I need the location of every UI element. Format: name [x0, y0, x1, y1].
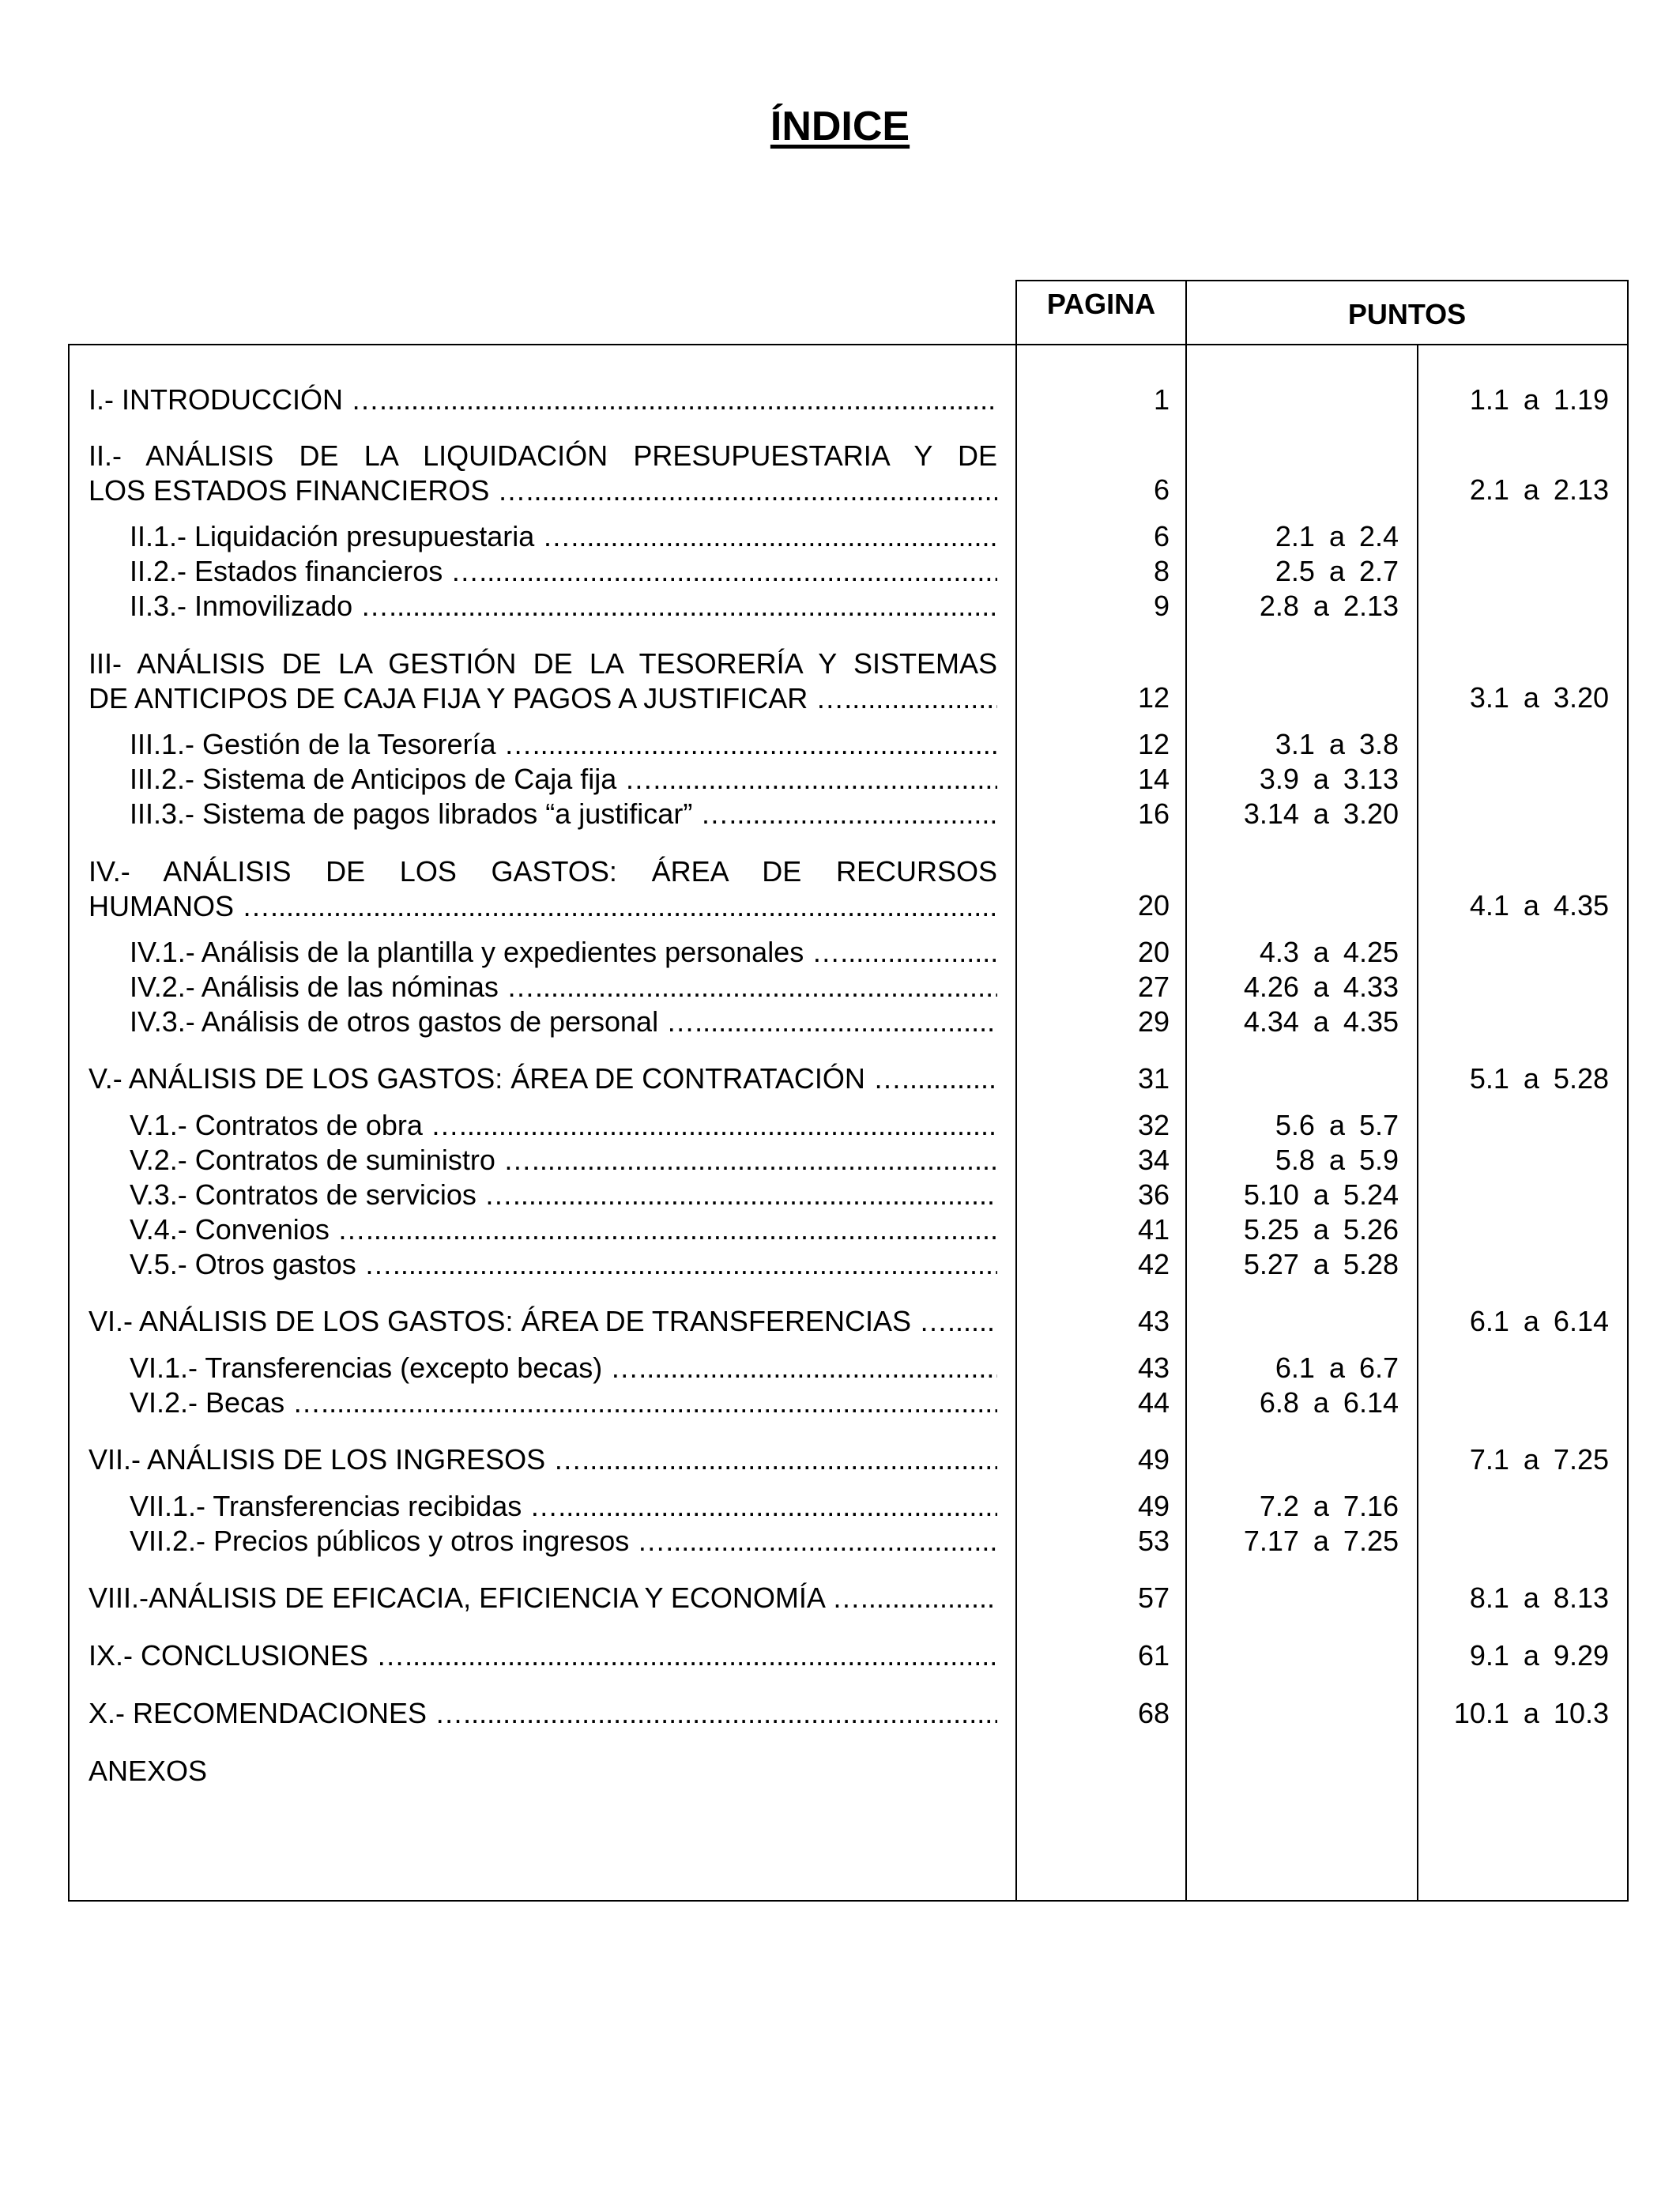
range-to: 5.9	[1358, 1144, 1399, 1176]
range-to: 7.25	[1553, 1443, 1609, 1476]
range-to: 7.25	[1343, 1525, 1399, 1557]
range-from: 4.26	[1243, 971, 1299, 1003]
range-from: 7.2	[1259, 1490, 1299, 1522]
range-from: 7.1	[1469, 1443, 1509, 1476]
page-number: 34	[1137, 1144, 1170, 1176]
toc-entry	[89, 1305, 997, 1338]
dot-leader	[553, 1443, 997, 1476]
range-to: 4.25	[1343, 936, 1399, 968]
range-to: 4.33	[1343, 971, 1399, 1003]
dot-leader	[431, 1109, 997, 1141]
entry-title-text: VII.2.- Precios públicos y otros ingresos	[130, 1525, 630, 1557]
toc-entry	[89, 1755, 997, 1788]
page-number: 8	[1153, 555, 1170, 587]
range-to: 3.8	[1358, 728, 1399, 760]
dot-leader	[812, 936, 997, 968]
entry-title-line	[89, 889, 997, 924]
dot-leader	[450, 555, 997, 587]
range-from: 5.8	[1275, 1144, 1315, 1176]
range-separator: a	[1313, 1005, 1329, 1038]
entry-title-text: V.- ANÁLISIS DE LOS GASTOS: ÁREA DE CONTRATACIÓN	[89, 1062, 865, 1095]
range-to: 6.14	[1553, 1305, 1609, 1337]
page-number: 1	[1153, 383, 1170, 416]
points-range	[1422, 473, 1609, 507]
dot-leader	[610, 1351, 997, 1384]
subpoints-range	[1189, 1248, 1399, 1281]
range-separator: a	[1313, 1213, 1329, 1246]
page-number: 31	[1137, 1062, 1170, 1095]
range-to: 3.13	[1343, 763, 1399, 795]
subpoints-range	[1189, 1351, 1399, 1385]
toc-entry	[89, 647, 997, 716]
toc-subentry	[130, 590, 997, 623]
dot-leader	[507, 971, 997, 1003]
entry-title-text: VI.- ANÁLISIS DE LOS GASTOS: ÁREA DE TRANSFERENCIAS	[89, 1305, 911, 1337]
range-separator: a	[1523, 1639, 1539, 1672]
points-range	[1422, 1443, 1609, 1476]
toc-subentry	[130, 1351, 997, 1385]
range-to: 6.7	[1358, 1351, 1399, 1384]
puntos-header: PUNTOS	[1347, 298, 1467, 330]
entry-title-text: VII.1.- Transferencias recibidas	[130, 1490, 522, 1522]
puntos-left-border	[1185, 280, 1187, 1902]
points-range	[1422, 1581, 1609, 1615]
range-separator: a	[1328, 520, 1345, 552]
toc-subentry	[130, 728, 997, 761]
range-separator: a	[1523, 681, 1539, 714]
entry-title-text: VI.2.- Becas	[130, 1386, 285, 1419]
subpoints-range	[1189, 1386, 1399, 1419]
page-number: 49	[1137, 1490, 1170, 1522]
subpoints-range	[1189, 1109, 1399, 1142]
toc-subentry	[130, 1490, 997, 1523]
toc-subentry	[130, 520, 997, 553]
dot-leader	[832, 1581, 997, 1614]
range-to: 9.29	[1553, 1639, 1609, 1672]
entry-title-text: VI.1.- Transferencias (excepto becas)	[130, 1351, 603, 1384]
page-number: 12	[1137, 728, 1170, 760]
toc-subentry	[130, 1386, 997, 1419]
range-from: 3.1	[1469, 681, 1509, 714]
range-from: 7.17	[1243, 1525, 1299, 1557]
page-number: 20	[1137, 889, 1170, 922]
dot-leader	[292, 1386, 997, 1419]
range-separator: a	[1523, 473, 1539, 506]
points-range	[1422, 681, 1609, 714]
page-number: 14	[1137, 763, 1170, 795]
page-number: 44	[1137, 1386, 1170, 1419]
toc-subentry	[130, 971, 997, 1004]
subpoints-range	[1189, 728, 1399, 761]
toc-entry	[89, 1697, 997, 1730]
page-number: 43	[1137, 1305, 1170, 1337]
range-to: 2.13	[1343, 590, 1399, 622]
dot-leader	[503, 1144, 997, 1176]
range-from: 8.1	[1469, 1581, 1509, 1614]
page-number: 9	[1153, 590, 1170, 622]
toc-subentry	[130, 1144, 997, 1177]
range-separator: a	[1313, 1490, 1329, 1522]
subpoints-range	[1189, 936, 1399, 969]
entry-title-text: V.3.- Contratos de servicios	[130, 1178, 477, 1211]
range-from: 5.27	[1243, 1248, 1299, 1280]
range-to: 1.19	[1553, 383, 1609, 416]
dot-leader	[337, 1213, 997, 1246]
page-number: 53	[1137, 1525, 1170, 1557]
entry-title-line	[89, 473, 997, 508]
range-to: 5.24	[1343, 1178, 1399, 1211]
range-from: 4.3	[1259, 936, 1299, 968]
toc-subentry	[130, 1213, 997, 1246]
subpoints-range	[1189, 1490, 1399, 1523]
range-to: 6.14	[1343, 1386, 1399, 1419]
toc-subentry	[130, 936, 997, 969]
dot-leader	[816, 682, 997, 714]
range-from: 2.5	[1275, 555, 1315, 587]
range-separator: a	[1523, 889, 1539, 922]
range-to: 5.26	[1343, 1213, 1399, 1246]
entry-title-text: IV.2.- Análisis de las nóminas	[130, 971, 499, 1003]
dot-leader	[529, 1490, 997, 1522]
toc-subentry	[130, 1248, 997, 1281]
range-separator: a	[1523, 383, 1539, 416]
dot-leader	[873, 1062, 997, 1095]
toc-subentry	[130, 1109, 997, 1142]
points-range	[1422, 1062, 1609, 1095]
page-number: 29	[1137, 1005, 1170, 1038]
dot-leader	[376, 1639, 997, 1672]
toc-entry	[89, 1639, 997, 1672]
range-from: 6.8	[1259, 1386, 1299, 1419]
entry-title-line: II.- ANÁLISIS DE LA LIQUIDACIÓN PRESUPUESTARIA Y DE	[89, 439, 997, 472]
page-number: 43	[1137, 1351, 1170, 1384]
entry-title-text: I.- INTRODUCCIÓN	[89, 383, 343, 416]
subpoints-range	[1189, 1144, 1399, 1177]
range-from: 1.1	[1469, 383, 1509, 416]
toc-subentry	[130, 1178, 997, 1212]
range-from: 5.25	[1243, 1213, 1299, 1246]
dot-leader	[637, 1525, 997, 1557]
page-number: 41	[1137, 1213, 1170, 1246]
range-separator: a	[1523, 1581, 1539, 1614]
toc-entry	[89, 439, 997, 508]
range-to: 2.13	[1553, 473, 1609, 506]
toc-subentry	[130, 797, 997, 831]
entry-title-text: II.3.- Inmovilizado	[130, 590, 353, 622]
range-from: 3.9	[1259, 763, 1299, 795]
range-separator: a	[1313, 1178, 1329, 1211]
range-to: 5.28	[1553, 1062, 1609, 1095]
toc-subentry	[130, 1005, 997, 1039]
range-separator: a	[1313, 1248, 1329, 1280]
dot-leader	[919, 1305, 997, 1337]
range-separator: a	[1313, 936, 1329, 968]
dot-leader	[700, 797, 997, 830]
range-separator: a	[1328, 1351, 1345, 1384]
toc-entry	[89, 1443, 997, 1476]
subpoints-range	[1189, 1525, 1399, 1558]
range-to: 4.35	[1553, 889, 1609, 922]
entry-title-text: LOS ESTADOS FINANCIEROS	[89, 474, 490, 507]
dot-leader	[351, 383, 997, 416]
range-separator: a	[1523, 1697, 1539, 1729]
entry-title-text: VII.- ANÁLISIS DE LOS INGRESOS	[89, 1443, 546, 1476]
range-separator: a	[1313, 1525, 1329, 1557]
subpoints-range	[1189, 520, 1399, 553]
points-range	[1422, 1697, 1609, 1730]
range-to: 8.13	[1553, 1581, 1609, 1614]
range-separator: a	[1313, 797, 1329, 830]
table-left-border	[68, 344, 70, 1902]
entry-title-text: DE ANTICIPOS DE CAJA FIJA Y PAGOS A JUSTIFICAR	[89, 682, 808, 714]
range-from: 5.6	[1275, 1109, 1315, 1141]
subpoints-range	[1189, 1213, 1399, 1246]
range-separator: a	[1328, 728, 1345, 760]
page-number: 42	[1137, 1248, 1170, 1280]
range-from: 3.1	[1275, 728, 1315, 760]
subpoints-range	[1189, 555, 1399, 588]
entry-title-text: III.2.- Sistema de Anticipos de Caja fija	[130, 763, 617, 795]
range-from: 2.1	[1469, 473, 1509, 506]
range-from: 4.1	[1469, 889, 1509, 922]
range-from: 4.34	[1243, 1005, 1299, 1038]
range-from: 6.1	[1275, 1351, 1315, 1384]
entry-title-text: III.3.- Sistema de pagos librados “a justificar”	[130, 797, 693, 830]
dot-leader	[435, 1697, 997, 1729]
points-range	[1422, 889, 1609, 922]
range-to: 3.20	[1553, 681, 1609, 714]
subpoints-range	[1189, 590, 1399, 623]
page-number: 6	[1153, 520, 1170, 552]
pagina-header: PAGINA	[1046, 288, 1156, 320]
subpoints-range	[1189, 1178, 1399, 1212]
subpoints-range	[1189, 763, 1399, 796]
page-number: 27	[1137, 971, 1170, 1003]
entry-title-line: IV.- ANÁLISIS DE LOS GASTOS: ÁREA DE RECURSOS	[89, 855, 997, 888]
page-number: 6	[1153, 473, 1170, 506]
dot-leader	[360, 590, 997, 622]
range-separator: a	[1313, 971, 1329, 1003]
entry-title-text: IV.1.- Análisis de la plantilla y expedientes personales	[130, 936, 804, 968]
range-separator: a	[1313, 590, 1329, 622]
page-number: 16	[1137, 797, 1170, 830]
toc-subentry	[130, 1525, 997, 1558]
entry-title-text: IX.- CONCLUSIONES	[89, 1639, 369, 1672]
range-separator: a	[1523, 1062, 1539, 1095]
range-separator: a	[1523, 1305, 1539, 1337]
entry-title-text: X.- RECOMENDACIONES	[89, 1697, 428, 1729]
range-to: 5.28	[1343, 1248, 1399, 1280]
dot-leader	[542, 520, 997, 552]
toc-entry	[89, 383, 997, 417]
toc-entry	[89, 854, 997, 924]
dot-leader	[504, 728, 997, 760]
entry-title-text: III.1.- Gestión de la Tesorería	[130, 728, 496, 760]
dot-leader	[364, 1248, 997, 1280]
entry-title-text: II.2.- Estados financieros	[130, 555, 443, 587]
entry-title-text: V.5.- Otros gastos	[130, 1248, 356, 1280]
entry-title-text: HUMANOS	[89, 890, 235, 922]
entry-title-text: VIII.-ANÁLISIS DE EFICACIA, EFICIENCIA Y ECONOMÍA	[89, 1581, 824, 1614]
points-range	[1422, 1305, 1609, 1338]
dot-leader	[624, 763, 997, 795]
range-separator: a	[1328, 1109, 1345, 1141]
page-number: 12	[1137, 681, 1170, 714]
range-from: 2.8	[1259, 590, 1299, 622]
range-to: 4.35	[1343, 1005, 1399, 1038]
range-to: 7.16	[1343, 1490, 1399, 1522]
range-to: 5.7	[1358, 1109, 1399, 1141]
page-number: 61	[1137, 1639, 1170, 1672]
entry-title-text: V.1.- Contratos de obra	[130, 1109, 423, 1141]
page-number: 20	[1137, 936, 1170, 968]
points-range	[1422, 383, 1609, 417]
dot-leader	[242, 890, 997, 922]
range-from: 2.1	[1275, 520, 1315, 552]
toc-subentry	[130, 555, 997, 588]
page-number: 68	[1137, 1697, 1170, 1729]
range-from: 9.1	[1469, 1639, 1509, 1672]
subpoints-range	[1189, 971, 1399, 1004]
entry-title-text: IV.3.- Análisis de otros gastos de personal	[130, 1005, 659, 1038]
range-from: 3.14	[1243, 797, 1299, 830]
pagina-left-border	[1015, 280, 1017, 1902]
dot-leader	[497, 474, 997, 507]
range-from: 6.1	[1469, 1305, 1509, 1337]
range-from: 5.10	[1243, 1178, 1299, 1211]
toc-entry	[89, 1062, 997, 1095]
page-number: 36	[1137, 1178, 1170, 1211]
range-from: 10.1	[1453, 1697, 1509, 1729]
range-separator: a	[1523, 1443, 1539, 1476]
range-separator: a	[1328, 555, 1345, 587]
subpoints-right-border	[1417, 344, 1418, 1902]
entry-title-text: V.2.- Contratos de suministro	[130, 1144, 495, 1176]
header-top-border	[1015, 280, 1629, 281]
range-to: 3.20	[1343, 797, 1399, 830]
page-title: ÍNDICE	[770, 104, 910, 149]
entry-title-text: V.4.- Convenios	[130, 1213, 330, 1246]
page-number: 49	[1137, 1443, 1170, 1476]
range-to: 2.7	[1358, 555, 1399, 587]
table-right-border	[1627, 280, 1629, 1902]
table-top-border	[68, 344, 1629, 345]
entry-title-text: ANEXOS	[89, 1755, 208, 1787]
page-number: 32	[1137, 1109, 1170, 1141]
range-separator: a	[1313, 1386, 1329, 1419]
range-separator: a	[1313, 763, 1329, 795]
points-range	[1422, 1639, 1609, 1672]
toc-entry	[89, 1581, 997, 1615]
range-to: 2.4	[1358, 520, 1399, 552]
range-separator: a	[1328, 1144, 1345, 1176]
toc-subentry	[130, 763, 997, 796]
dot-leader	[666, 1005, 997, 1038]
dot-leader	[484, 1178, 997, 1211]
subpoints-range	[1189, 1005, 1399, 1039]
subpoints-range	[1189, 797, 1399, 831]
table-bottom-border	[68, 1900, 1629, 1902]
entry-title-text: II.1.- Liquidación presupuestaria	[130, 520, 535, 552]
range-to: 10.3	[1553, 1697, 1609, 1729]
entry-title-line	[89, 681, 997, 716]
range-from: 5.1	[1469, 1062, 1509, 1095]
page-number: 57	[1137, 1581, 1170, 1614]
entry-title-line: III- ANÁLISIS DE LA GESTIÓN DE LA TESORERÍA Y SISTEMAS	[89, 647, 997, 680]
